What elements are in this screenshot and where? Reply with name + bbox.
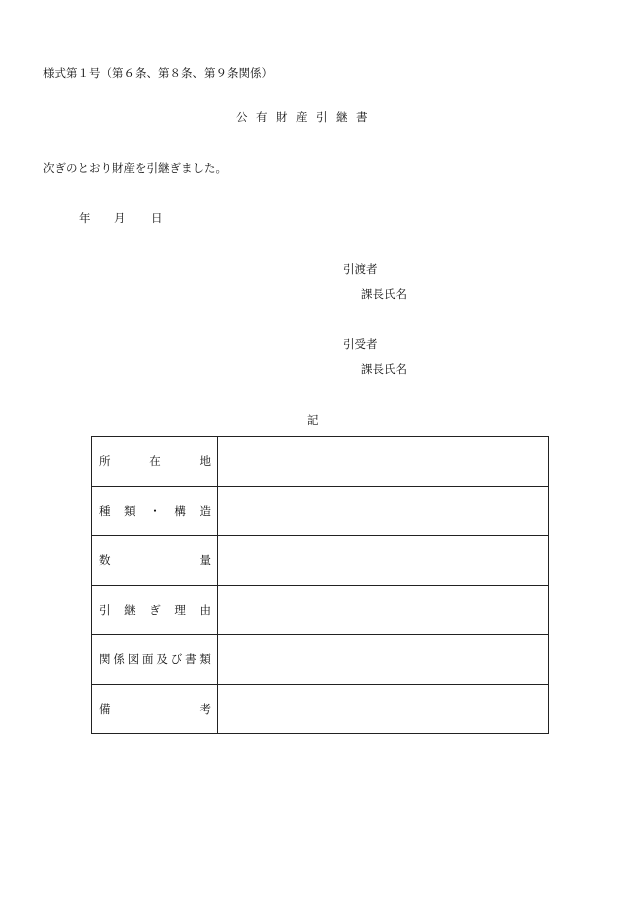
label-char: 係 [113,652,125,667]
row-label-cell [92,486,218,536]
ki-heading: 記 [307,413,319,427]
document-title: 公有財産引継書 [236,110,376,124]
label-char: ぎ [149,602,161,617]
table-row [92,635,549,685]
label-char: び [170,652,183,667]
label-char: 種 [99,503,111,518]
label-char: 継 [124,602,136,617]
intro-text: 次ぎのとおり財産を引継ぎました。 [43,161,227,175]
label-char: 数 [99,553,111,568]
date-year-label: 年 [79,211,91,225]
date-row [79,211,163,225]
row-label [99,504,211,518]
receiver-label: 引受者 [343,337,378,351]
row-value-cell [218,437,549,487]
row-label [99,603,211,617]
label-char: 理 [174,602,186,617]
label-char: 書 [185,652,197,667]
property-details-body [92,437,549,734]
row-label-cell [92,635,218,685]
label-char: 類 [199,652,211,667]
receiver-name-label: 課長氏名 [361,362,407,376]
row-label [99,702,211,716]
table-row [92,536,549,586]
row-value-cell [218,684,549,734]
table-row [92,585,549,635]
label-char: 量 [199,553,211,568]
label-char: 造 [199,503,211,518]
row-label [99,652,211,666]
label-char: 所 [99,454,111,469]
date-day-label: 日 [151,211,163,225]
property-details-table [91,436,549,734]
label-char: 図 [127,652,140,667]
table-row [92,486,549,536]
date-month-label: 月 [114,211,126,225]
row-label-cell [92,684,218,734]
deliverer-label: 引渡者 [343,262,378,276]
label-char: ・ [149,503,161,518]
label-char: 地 [199,454,211,469]
label-char: 構 [174,503,186,518]
label-char: 関 [99,652,111,667]
row-label [99,553,211,567]
form-number: 様式第１号（第６条、第８条、第９条関係） [43,66,273,80]
row-label-cell [92,585,218,635]
label-char: 面 [142,652,154,667]
row-label-cell [92,536,218,586]
table-row [92,437,549,487]
row-value-cell [218,585,549,635]
label-char: 類 [124,503,136,518]
deliverer-name-label: 課長氏名 [361,287,407,301]
label-char: 考 [199,701,211,716]
table-row [92,684,549,734]
label-char: 在 [149,454,161,469]
row-label [99,454,211,468]
label-char: 備 [99,701,111,716]
label-char: 引 [99,602,111,617]
label-char: 由 [199,602,211,617]
row-value-cell [218,536,549,586]
label-char: 及 [156,652,168,667]
row-value-cell [218,486,549,536]
row-label-cell [92,437,218,487]
row-value-cell [218,635,549,685]
